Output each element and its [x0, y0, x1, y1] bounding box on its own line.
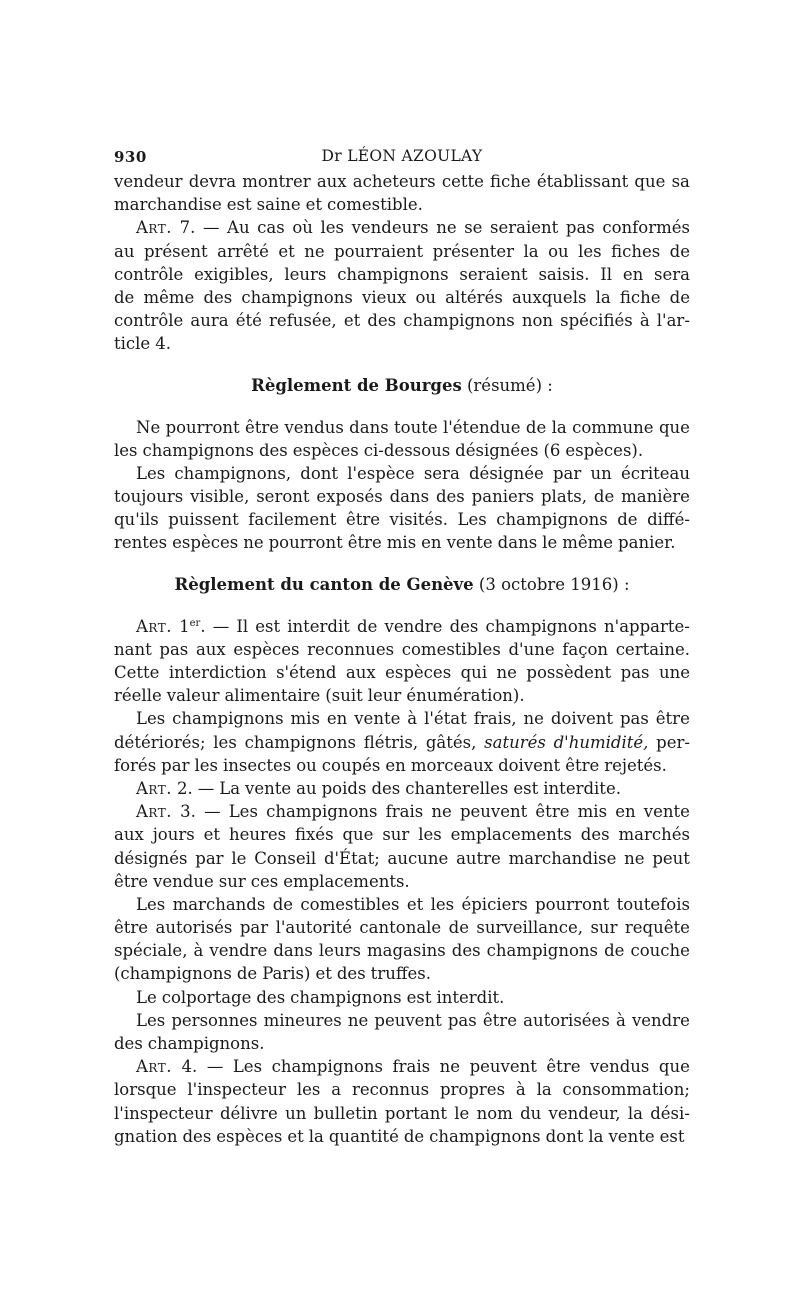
section-intro [114, 170, 690, 356]
page-header [114, 142, 690, 170]
text-line: Art. 3. — Les champignons frais ne peuvent être mis en vente [136, 802, 690, 822]
paragraph [114, 170, 690, 216]
text-line: être autorisés par l'autorité cantonale de surveillance, sur requête [114, 918, 690, 938]
text-line: Art. 4. — Les champignons frais ne peuvent être vendus que [136, 1057, 690, 1077]
text-line: Le colportage des champignons est interdit. [136, 987, 505, 1007]
text-line: aux jours et heures fixés que sur les emplacements des marchés [114, 825, 690, 845]
text-line: ticle 4. [114, 334, 171, 354]
text-line: lorsque l'inspecteur les a reconnus propres à la consommation; [114, 1080, 690, 1100]
text-line: nant pas aux espèces reconnues comestibles d'une façon certaine. [114, 639, 690, 659]
text-line: Cette interdiction s'étend aux espèces qui ne possèdent pas une [114, 663, 690, 682]
paragraph [114, 216, 690, 355]
text-line: Art. 7. — Au cas où les vendeurs ne se seraient pas conformés [136, 218, 690, 238]
paragraph [114, 416, 690, 462]
paragraph [114, 777, 690, 800]
paragraph [114, 1009, 690, 1055]
text-line: les champignons des espèces ci-dessous désignées (6 espèces). [114, 440, 644, 460]
paragraph [114, 986, 690, 1009]
text-line: Art. 1er. — Il est interdit de vendre des champignons n'apparte- [136, 616, 690, 636]
paragraph [114, 462, 690, 555]
paragraph [114, 800, 690, 893]
text-line: (champignons de Paris) et des truffes. [114, 964, 432, 984]
paragraph [114, 893, 690, 986]
heading-geneve-bold: Règlement du canton de Genève [174, 574, 474, 594]
heading-bourges [114, 374, 690, 397]
text-line: l'inspecteur délivre un bulletin portant le nom du vendeur, la dési- [114, 1103, 690, 1123]
body-text [114, 170, 690, 1148]
text-line: désignés par le Conseil d'État; aucune autre marchandise ne peut [114, 848, 690, 868]
text-line: Les personnes mineures ne peuvent pas être autorisées à vendre [136, 1010, 690, 1030]
text-line: contrôle exigibles, leurs champignons seraient saisis. Il en sera [114, 264, 690, 284]
paragraph [114, 1055, 690, 1148]
text-line: des champignons. [114, 1034, 265, 1053]
text-line: Les marchands de comestibles et les épiciers pourront toutefois [136, 894, 690, 914]
heading-bourges-bold: Règlement de Bourges [251, 375, 462, 395]
text-line: gnation des espèces et la quantité de champignons dont la vente est [114, 1126, 685, 1146]
section-geneve [114, 615, 690, 1148]
text-line: être vendue sur ces emplacements. [114, 871, 410, 891]
text-line: réelle valeur alimentaire (suit leur énumération). [114, 686, 525, 706]
text-line: Art. 2. — La vente au poids des chanterelles est interdite. [136, 778, 621, 798]
page-number: 930 [114, 148, 147, 166]
text-line: contrôle aura été refusée, et des champignons non spécifiés à l'ar- [114, 311, 690, 331]
text-line: de même des champignons vieux ou altérés auxquels la fiche de [114, 287, 690, 307]
text-line: rentes espèces ne pourront être mis en vente dans le même panier. [114, 533, 676, 553]
text-line: spéciale, à vendre dans leurs magasins des champignons de couche [114, 941, 690, 961]
document-page [114, 142, 690, 1148]
section-bourges [114, 416, 690, 555]
text-line: marchandise est saine et comestible. [114, 195, 423, 215]
text-line: Ne pourront être vendus dans toute l'étendue de la commune que [136, 417, 690, 437]
text-line: qu'ils puissent facilement être visités. Les champignons de diffé- [114, 510, 690, 530]
text-line: au présent arrêté et ne pourraient présenter la ou les fiches de [114, 241, 690, 261]
paragraph [114, 707, 690, 777]
text-line: vendeur devra montrer aux acheteurs cette fiche établissant que sa [114, 172, 690, 191]
heading-geneve [114, 573, 690, 596]
heading-bourges-normal: (résumé) : [461, 375, 553, 395]
text-line: forés par les insectes ou coupés en morceaux doivent être rejetés. [114, 755, 667, 775]
text-line: toujours visible, seront exposés dans des paniers plats, de manière [114, 487, 690, 507]
text-line: Les champignons, dont l'espèce sera désignée par un écriteau [136, 463, 690, 483]
text-line: détériorés; les champignons flétris, gâtés, saturés d'humidité, per- [114, 732, 690, 752]
text-line: Les champignons mis en vente à l'état frais, ne doivent pas être [136, 709, 690, 729]
heading-geneve-normal: (3 octobre 1916) : [473, 574, 630, 594]
running-title: Dr LÉON AZOULAY [321, 147, 483, 165]
paragraph [114, 615, 690, 708]
